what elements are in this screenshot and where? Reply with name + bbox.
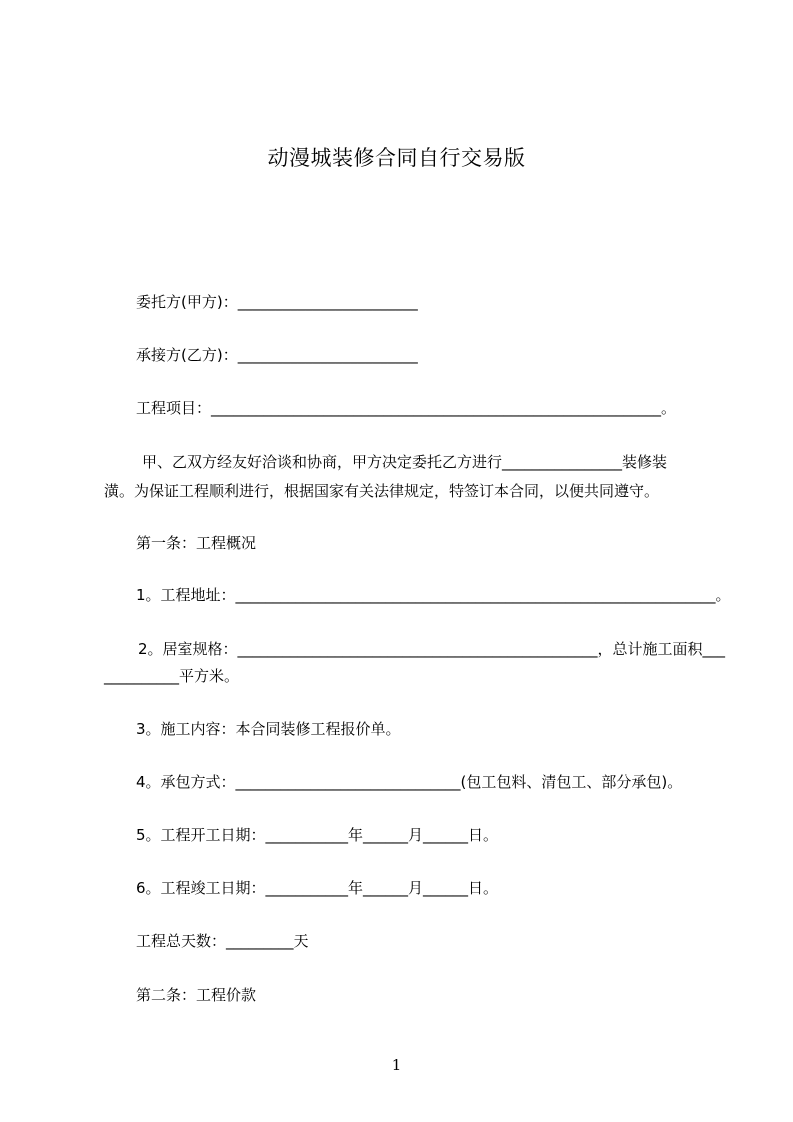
item-room-spec-line-2: __________平方米。 [104, 667, 240, 685]
item-start-date: 5。工程开工日期：___________年______月______日。 [136, 826, 499, 844]
item-completion-date: 6。工程竣工日期：___________年______月______日。 [136, 879, 499, 897]
contractor-party-line: 承接方(乙方)：________________________ [136, 346, 418, 364]
intro-paragraph-line-1: 甲、乙双方经友好洽谈和协商，甲方决定委托乙方进行________________装修装 [142, 453, 668, 471]
item-address: 1。工程地址：________________________________________________________________。 [136, 586, 731, 604]
article-2-heading: 第二条：工程价款 [136, 986, 257, 1004]
total-days-line: 工程总天数：_________天 [136, 932, 309, 950]
item-work-content: 3。施工内容：本合同装修工程报价单。 [136, 720, 401, 738]
intro-paragraph-line-2: 潢。为保证工程顺利进行，根据国家有关法律规定，特签订本合同，以便共同遵守。 [104, 482, 660, 500]
item-contract-method: 4。承包方式：______________________________(包工包料、清包工、部分承包)。 [136, 773, 683, 791]
project-line: 工程项目：____________________________________________________________。 [136, 399, 677, 417]
document-title: 动漫城装修合同自行交易版 [267, 146, 526, 170]
page-number: 1 [391, 1056, 402, 1074]
article-1-heading: 第一条：工程概况 [136, 534, 257, 552]
item-room-spec-line-1: 2。居室规格：________________________________________________，总计施工面积___ [138, 640, 726, 658]
client-party-line: 委托方(甲方)：________________________ [136, 293, 418, 311]
